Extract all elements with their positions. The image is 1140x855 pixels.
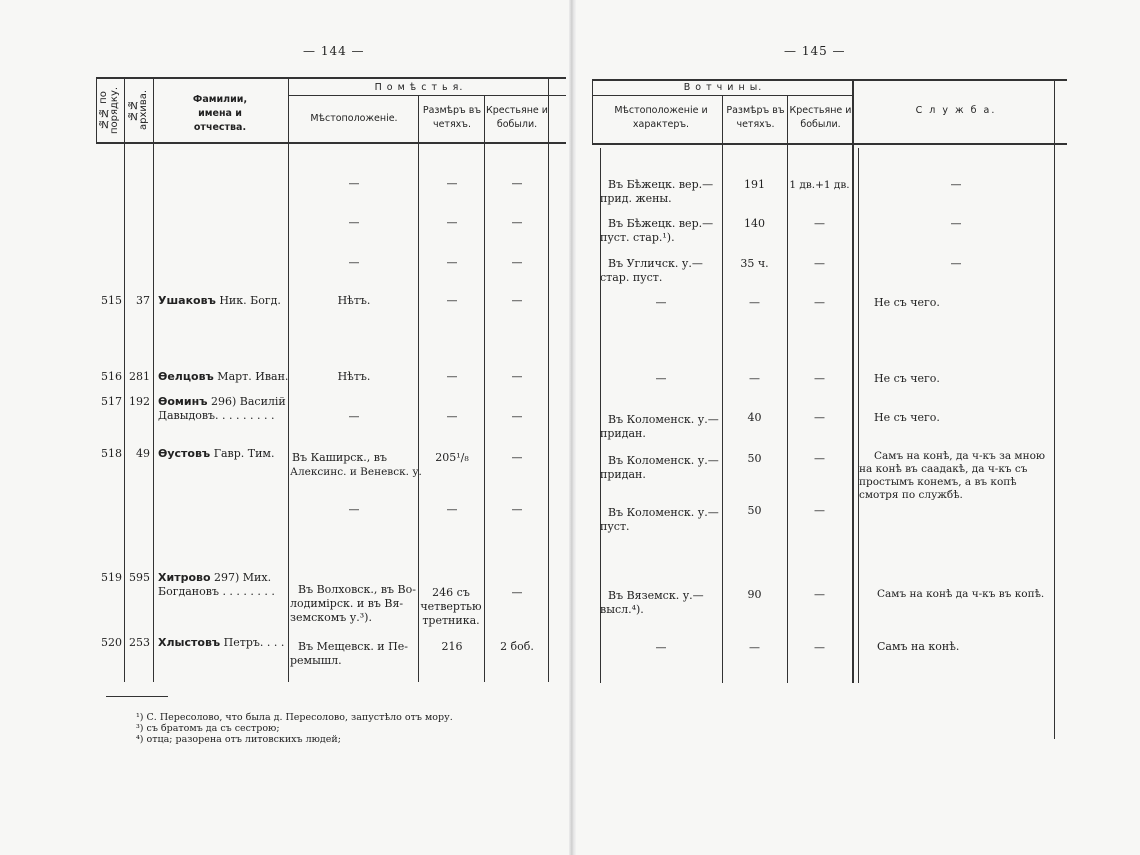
cell-size: 205¹/₈ [435,451,469,464]
cell-service-line2: на конѣ въ саадакѣ, да ч-къ съ [859,463,1028,475]
cell-peasants: — [511,451,523,464]
cell-location: Въ Бѣжецк. вер.— [608,178,714,191]
cell-service: Самъ на конѣ. [877,640,960,653]
cell-location: — [348,410,360,423]
cell-location: Въ Угличск. у.— [608,257,703,270]
cell-archive: 37 [136,294,150,307]
cell-size: — [749,641,760,654]
cell-size: — [749,296,760,309]
cell-service-line3: простымъ конемъ, а въ копѣ [859,476,1017,488]
cell-location: — [655,296,667,309]
cell-location: Въ Коломенск. у.— [608,413,719,426]
cell-size: — [446,503,458,516]
cell-peasants: — [814,504,825,517]
cell-location-line2: высл.⁴). [600,603,644,616]
cell-size: — [446,177,458,190]
cell-location: — [348,503,360,516]
header-peasants: Крестьяне и бобыли. [486,105,548,130]
cell-archive: 253 [129,636,150,649]
header-service: С л у ж б а. [915,105,997,116]
cell-no: 516 [101,370,122,383]
col-rule [153,77,154,682]
cell-archive: 595 [129,571,150,584]
cell-name: Хитрово 297) Мих. [158,571,272,584]
cell-location-line2: стар. пуст. [600,271,663,284]
cell-archive: 281 [129,370,150,383]
col-rule [96,77,97,143]
header-archive: №№ архива. [127,89,149,131]
header-votchiny: В о т ч и н ы. [683,82,763,93]
cell-no: 520 [101,636,122,649]
cell-no: 517 [101,395,122,408]
cell-size-line3: третника. [422,614,480,627]
cell-service: Не съ чего. [874,296,940,309]
cell-peasants: — [511,586,523,599]
cell-name-line2: Давыдовъ. . . . . . . . . [158,409,275,422]
cell-size: 140 [744,217,765,230]
page-number-144: — 144 — [303,44,365,58]
cell-location: Въ Бѣжецк. вер.— [608,217,714,230]
cell-name: Хлыстовъ Петръ. . . . [158,636,285,649]
cell-service: Не съ чего. [874,411,940,424]
cell-peasants: — [511,410,523,423]
cell-location: — [655,641,667,654]
table-top-rule [96,77,566,79]
cell-location-line2: пуст. [600,520,630,533]
cell-location: Въ Волховск., въ Во- [298,583,416,596]
cell-peasants: — [511,294,523,307]
cell-location: Въ Коломенск. у.— [608,454,719,467]
col-rule [1054,79,1055,739]
header-peasants: Крестьяне и бобыли. [789,105,852,130]
cell-size: 50 [747,504,762,517]
header-size: Размѣръ въ четяхъ. [422,105,482,130]
col-rule [548,77,549,682]
cell-location-line2: пуст. стар.¹). [600,231,675,244]
cell-peasants: — [814,588,825,601]
cell-no: 519 [101,571,122,584]
cell-service-line4: смотря по службѣ. [859,489,963,501]
cell-peasants: 2 боб. [500,640,534,653]
header-size: Размѣръ въ четяхъ. [726,105,785,130]
cell-location-line2: лодимірск. и въ Вя- [290,597,404,610]
cell-service: — [950,257,962,270]
cell-peasants: — [511,370,523,383]
cell-peasants: — [814,296,825,309]
cell-location-line3: земскомъ у.³). [290,611,372,624]
cell-location-line2: придан. [600,468,646,481]
footnote: ¹) С. Пересолово, что была д. Пересолово, запустѣло отъ мору. [136,712,453,723]
header-pomestya: П о м ѣ с т ь я. [374,82,464,93]
right-page [572,0,1140,855]
cell-service: Самъ на конѣ, да ч-къ за мною [874,450,1046,462]
cell-location-line2: придан. [600,427,646,440]
cell-location: — [348,216,360,229]
cell-peasants: — [511,177,523,190]
col-rule [484,95,485,682]
footnote: ⁴) отца; разорена отъ литовскихъ людей; [136,734,341,745]
cell-location: Въ Мещевск. и Пе- [298,640,408,653]
cell-size: — [446,294,458,307]
cell-peasants: — [814,411,825,424]
cell-no: 518 [101,447,122,460]
cell-name-line2: Богдановъ . . . . . . . . [158,585,275,598]
cell-name: Ѳоминъ 296) Василій [158,395,286,408]
cell-peasants: — [511,216,523,229]
cell-service: Не съ чего. [874,372,940,385]
cell-service: — [950,178,962,191]
cell-size-line2: четвертью [420,600,482,613]
footnote-rule [106,696,168,697]
cell-size: — [749,372,760,385]
cell-size: 216 [441,640,463,653]
header-bottom-rule [592,143,1067,145]
cell-peasants: 1 дв.+1 дв. [789,179,850,191]
cell-no: 515 [101,294,122,307]
cell-peasants: — [814,217,825,230]
cell-size: — [446,216,458,229]
cell-peasants: — [511,503,523,516]
header-no: №№ по порядку. [98,86,120,134]
header-location: Мѣстоположеніе. [310,113,398,124]
cell-size: — [446,370,458,383]
cell-location: — [348,177,360,190]
cell-archive: 49 [136,447,150,460]
page-number-145: — 145 — [784,44,846,58]
cell-size: 191 [744,178,765,191]
cell-archive: 192 [129,395,150,408]
cell-peasants: — [814,641,825,654]
cell-location: Въ Коломенск. у.— [608,506,719,519]
cell-name: Ѳустовъ Гавр. Тим. [158,447,275,460]
cell-location: — [348,256,360,269]
group-header-rule [289,95,566,96]
cell-peasants: — [814,257,825,270]
cell-location-line2: прид. жены. [600,192,672,205]
col-rule [592,79,593,144]
cell-location: Въ Каширск., въ [292,451,387,464]
cell-size: 246 съ [432,586,470,599]
cell-service: Самъ на конѣ да ч-къ въ копѣ. [877,588,1045,600]
cell-location-line2: Алексинс. и Веневск. у. [290,466,422,478]
footnote: ³) съ братомъ да съ сестрою; [136,723,280,734]
cell-size: 90 [747,588,762,601]
cell-location: — [655,372,667,385]
cell-location-line2: ремышл. [290,654,342,667]
cell-size: 40 [747,411,762,424]
cell-size: — [446,256,458,269]
header-name: Фамилии, имена и отчества. [192,94,248,133]
cell-location: Нѣтъ. [337,294,371,307]
cell-location: Въ Вяземск. у.— [608,589,704,602]
cell-peasants: — [511,256,523,269]
cell-size: 50 [747,452,762,465]
header-location: Мѣстоположеніе и характеръ. [614,105,708,130]
cell-name: Ушаковъ Ник. Богд. [158,294,281,307]
cell-name: Ѳелцовъ Март. Иван. [158,370,289,383]
header-bottom-rule [96,142,566,144]
cell-peasants: — [814,372,825,385]
cell-size: — [446,410,458,423]
cell-service: — [950,217,962,230]
col-rule [852,79,854,683]
cell-size: 35 ч. [740,257,769,270]
cell-location: Нѣтъ. [337,370,371,383]
cell-peasants: — [814,452,825,465]
